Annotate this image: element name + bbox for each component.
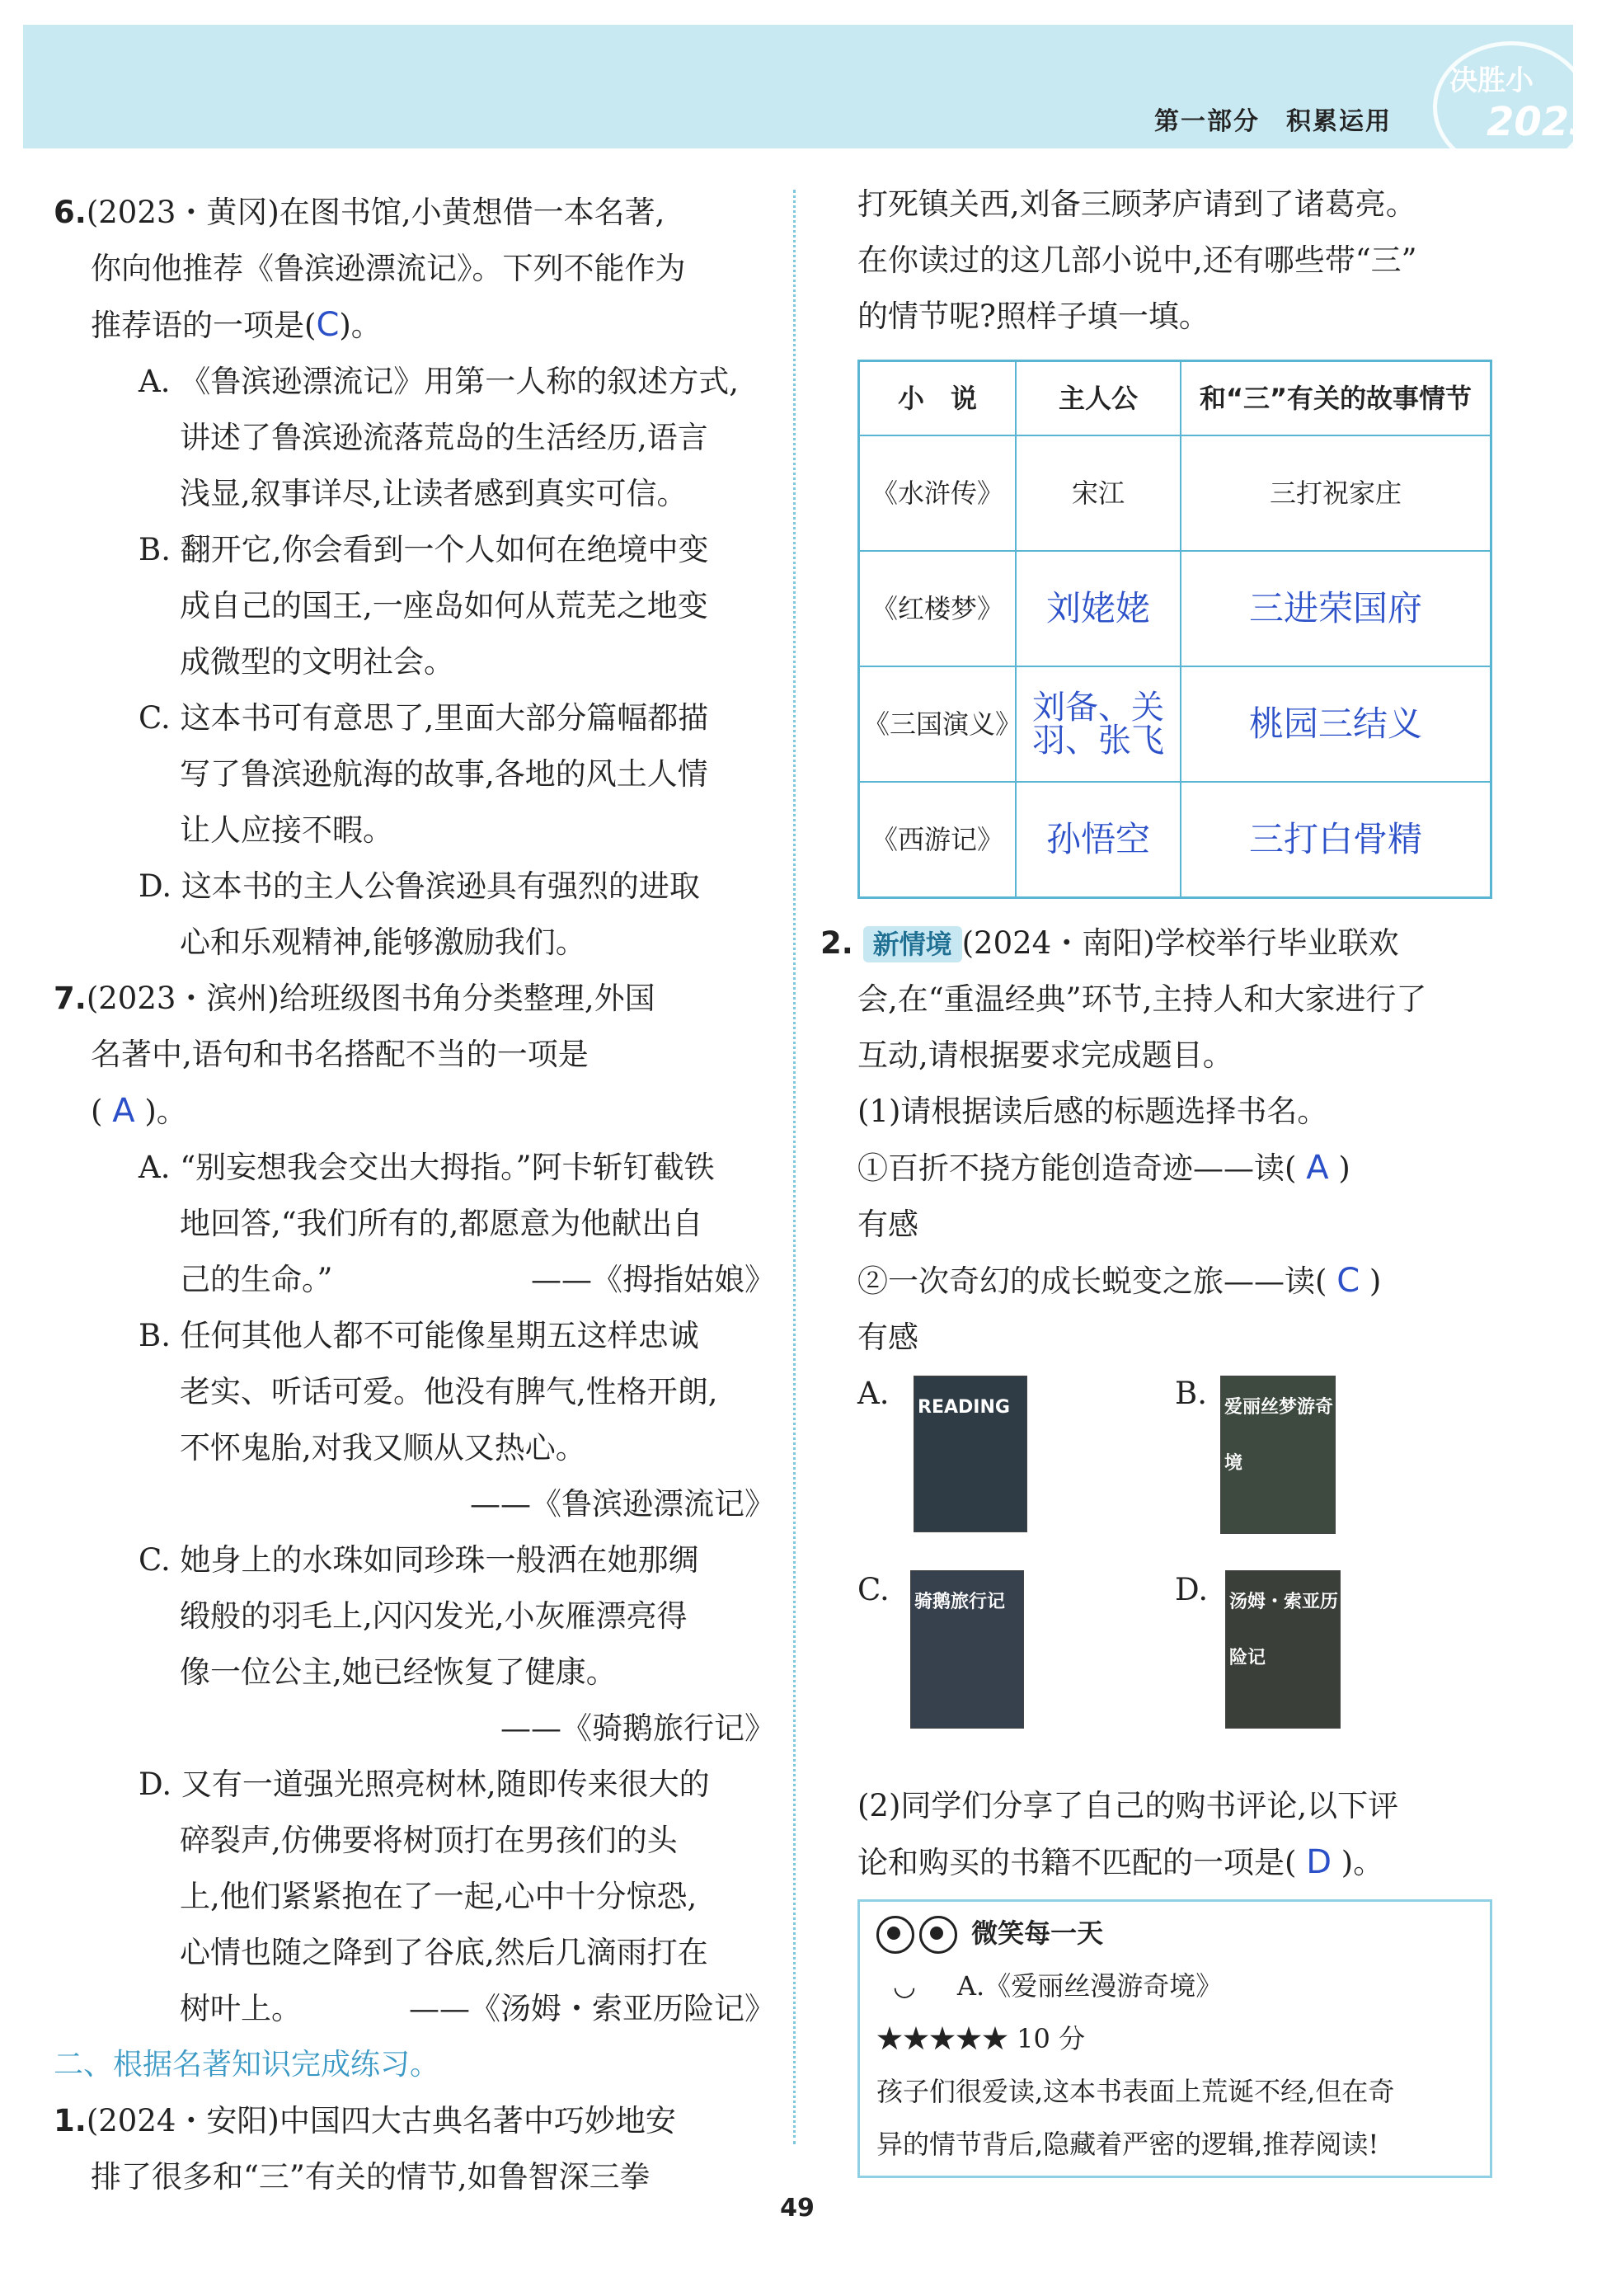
question-stem: 会,在“重温经典”环节,主持人和大家进行了 — [857, 981, 1427, 1017]
question-stem: 名著中,语句和书名搭配不当的一项是 — [91, 1037, 589, 1072]
section2-question-2 — [820, 915, 1501, 1891]
page-header — [23, 25, 1597, 148]
item-1: ①百折不挠方能创造奇迹——读( — [857, 1150, 1297, 1186]
table-header-row — [859, 361, 1491, 436]
item-2: ②一次奇幻的成长蜕变之旅——读( — [857, 1263, 1327, 1299]
plot-cell: 三打白骨精 — [1181, 782, 1491, 898]
novel-cell: 《水浒传》 — [859, 435, 1017, 551]
paren: ) — [1338, 1150, 1350, 1186]
book-option-label: C. — [857, 1572, 890, 1607]
source-citation: ——《鲁滨逊漂流记》 — [470, 1486, 775, 1522]
option-d: D. 又有一道强光照亮树林,随即传来很大的 碎裂声,仿佛要将树顶打在男孩们的头 上,他们紧紧抱在了一起,心中十分惊恐, 心情也随之降到了谷底,然后几滴雨打在 树叶上。 ——《汤姆・索亚历险记》 — [91, 1757, 775, 2037]
sub-question-1: (1)请根据读后感的标题选择书名。 — [857, 1094, 1328, 1129]
book-option-label: B. — [1175, 1376, 1207, 1411]
review-card — [857, 1899, 1492, 2178]
book-cover-b — [1220, 1376, 1336, 1534]
smile-mouth-icon: ◡ — [893, 1970, 916, 2002]
item-2-suffix: 有感 — [857, 1320, 918, 1355]
section-heading: 二、根据名著知识完成练习。 — [54, 2048, 440, 2082]
hero-cell: 刘姥姥 — [1016, 551, 1181, 666]
option-c: C. 这本书可有意思了,里面大部分篇幅都描 写了鲁滨逊航海的故事,各地的风土人情 让人应接不暇。 — [139, 700, 709, 848]
smiley-eye-icon — [876, 1916, 914, 1954]
question-stem: 在你读过的这几部小说中,还有哪些带“三” — [857, 242, 1417, 278]
badge-year: 2025 — [1487, 99, 1597, 145]
section-title-header: 第一部分 积累运用 — [1154, 107, 1392, 136]
option-a: A. “别妄想我会交出大拇指。”阿卡斩钉截铁 地回答,“我们所有的,都愿意为他献出自 己的生命。” ——《拇指姑娘》 — [91, 1140, 775, 1308]
question-stem: 打死镇关西,刘备三顾茅庐请到了诸葛亮。 — [857, 186, 1416, 222]
question-stem: 推荐语的一项是( — [91, 308, 317, 343]
option-b: B. 任何其他人都不可能像星期五这样忠诚 老实、听话可爱。他没有脾气,性格开朗, 不怀鬼胎,对我又顺从又热心。 — [139, 1318, 718, 1466]
question-number: 7. — [54, 981, 87, 1016]
source-citation: ——《汤姆・索亚历险记》 — [409, 1991, 775, 2026]
book-cover-c — [910, 1570, 1024, 1729]
cover-title: 爱丽丝梦游奇境 — [1224, 1397, 1334, 1474]
column-header: 小 说 — [859, 361, 1017, 436]
plot-cell: 桃园三结义 — [1181, 666, 1491, 782]
hero-cell: 宋江 — [1016, 435, 1181, 551]
column-header: 主人公 — [1016, 361, 1181, 436]
table-row — [859, 666, 1491, 782]
smiley-eye-icon — [919, 1916, 957, 1954]
question-stem: (2024・南阳)学校举行毕业联欢 — [961, 925, 1399, 961]
question-stem: (2023・滨州)给班级图书角分类整理,外国 — [86, 981, 655, 1016]
table-row — [859, 551, 1491, 666]
item-1-suffix: 有感 — [857, 1207, 918, 1242]
hero-cell: 孙悟空 — [1016, 782, 1181, 898]
column-divider — [793, 190, 796, 2144]
question-stem: ( — [91, 1094, 103, 1129]
cover-title: 汤姆・索亚历险记 — [1229, 1592, 1339, 1668]
column-header: 和“三”有关的故事情节 — [1181, 361, 1491, 436]
handwritten-answer: C — [1336, 1262, 1360, 1300]
book-cover-a — [914, 1376, 1027, 1532]
sub-question-2: (2)同学们分享了自己的购书评论,以下评 — [857, 1788, 1399, 1823]
table-row — [859, 435, 1491, 551]
cover-title: READING — [918, 1397, 1010, 1418]
question-stem: (2024・安阳)中国四大古典名著中巧妙地安 — [86, 2103, 676, 2138]
novels-table — [857, 360, 1492, 899]
new-context-tag: 新情境 — [863, 926, 962, 962]
question-6 — [54, 185, 775, 971]
question-7 — [54, 971, 775, 2037]
book-option-label: D. — [1175, 1572, 1209, 1607]
question-stem: )。 — [1341, 1845, 1384, 1880]
plot-cell: 三进荣国府 — [1181, 551, 1491, 666]
review-text-line: 异的情节背后,隐藏着严密的逻辑,推荐阅读! — [876, 2129, 1379, 2160]
option-b: B. 翻开它,你会看到一个人如何在绝境中变 成自己的国王,一座岛如何从荒芜之地变 成微型的文明社会。 — [139, 532, 709, 680]
review-book: ◡ A.《爱丽丝漫游奇境》 — [893, 1970, 1223, 2002]
question-stem: 互动,请根据要求完成题目。 — [857, 1037, 1233, 1073]
question-stem: 论和购买的书籍不匹配的一项是( — [857, 1845, 1297, 1880]
question-number: 1. — [54, 2103, 87, 2138]
handwritten-answer: A — [1306, 1149, 1329, 1187]
series-badge — [1416, 49, 1597, 165]
book-option-label: A. — [857, 1376, 890, 1411]
question-stem: )。 — [144, 1094, 187, 1129]
table-row — [859, 782, 1491, 898]
source-citation: ——《骑鹅旅行记》 — [500, 1710, 775, 1746]
question-stem: (2023・黄冈)在图书馆,小黄想借一本名著, — [86, 195, 665, 230]
paren: ) — [1369, 1263, 1382, 1299]
option-c: C. 她身上的水珠如同珍珠一般洒在她那绸 缎般的羽毛上,闪闪发光,小灰雁漂亮得 像一位公主,她已经恢复了健康。 — [139, 1542, 699, 1690]
handwritten-answer: D — [1306, 1843, 1332, 1881]
review-header — [876, 1907, 1473, 1960]
section2-question-1 — [54, 2093, 775, 2205]
question-stem: 排了很多和“三”有关的情节,如鲁智深三拳 — [91, 2159, 651, 2195]
left-column — [54, 185, 775, 2205]
review-text-line: 孩子们很爱读,这本书表面上荒诞不经,但在奇 — [876, 2076, 1395, 2107]
badge-text: 决胜小 — [1449, 64, 1534, 97]
source-citation: ——《拇指姑娘》 — [531, 1262, 775, 1297]
cover-title: 骑鹅旅行记 — [914, 1592, 1006, 1612]
plot-cell: 三打祝家庄 — [1181, 435, 1491, 551]
book-options — [857, 1366, 1501, 1778]
review-rating: ★★★★★ 10 分 — [876, 2023, 1086, 2054]
handwritten-answer: A — [112, 1092, 135, 1130]
reviewer-name: 微笑每一天 — [971, 1917, 1104, 1949]
novel-cell: 《西游记》 — [859, 782, 1017, 898]
option-a: A. 《鲁滨逊漂流记》用第一人称的叙述方式, 讲述了鲁滨逊流落荒岛的生活经历,语言 浅显,叙事详尽,让读者感到真实可信。 — [139, 364, 740, 511]
option-d: D. 这本书的主人公鲁滨逊具有强烈的进取 心和乐观精神,能够激励我们。 — [139, 868, 700, 960]
question-number: 2. — [820, 925, 853, 961]
question-stem: 的情节呢?照样子填一填。 — [857, 299, 1209, 334]
page-number: 49 — [780, 2194, 815, 2223]
novel-cell: 《红楼梦》 — [859, 551, 1017, 666]
book-cover-d — [1225, 1570, 1341, 1729]
question-stem: 你向他推荐《鲁滨逊漂流记》。下列不能作为 — [91, 251, 686, 286]
handwritten-answer: C — [316, 306, 340, 344]
right-column — [820, 176, 1501, 2178]
hero-cell: 刘备、关羽、张飞 — [1016, 666, 1181, 782]
novel-cell: 《三国演义》 — [859, 666, 1017, 782]
question-stem: )。 — [339, 308, 382, 343]
question-number: 6. — [54, 195, 87, 230]
